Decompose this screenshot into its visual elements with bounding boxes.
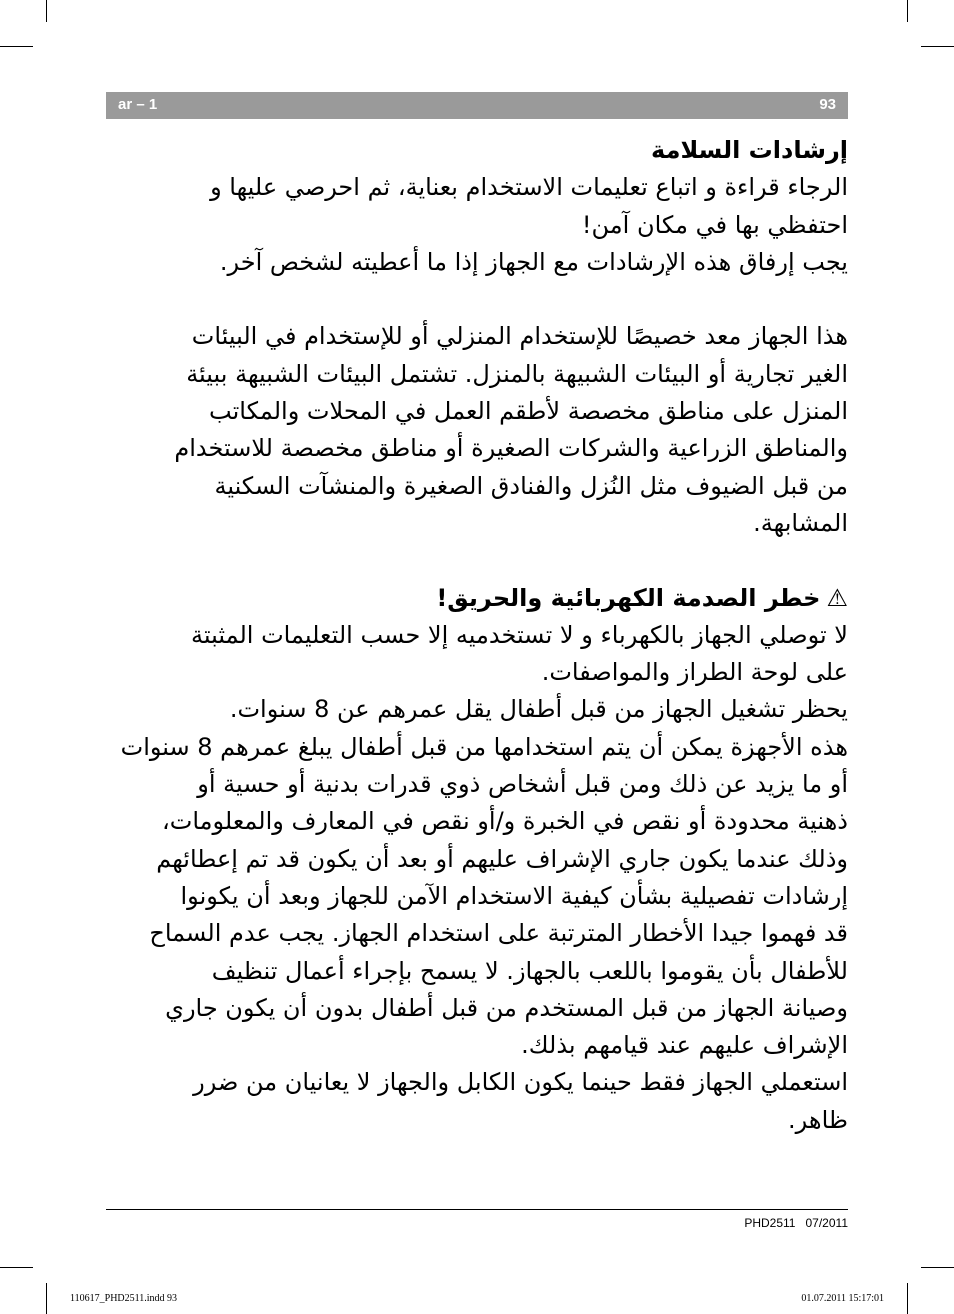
crop-mark	[907, 1283, 908, 1314]
footer-model-date	[744, 1216, 848, 1230]
body-line: احتفظي بها في مكان آمن!	[581, 210, 848, 239]
paragraph-spacer	[106, 542, 848, 579]
body-line: يحظر تشغيل الجهاز من قبل أطفال يقل عمرهم عن 8 سنوات.	[229, 695, 848, 724]
body-line: قد فهموا جيدا الأخطار المترتبة على استخدام الجهاز. يجب عدم السماح	[149, 919, 848, 948]
body-line: يجب إرفاق هذه الإرشادات مع الجهاز إذا ما أعطيته لشخص آخر.	[219, 247, 848, 276]
crop-mark	[907, 0, 908, 22]
crop-mark	[0, 46, 33, 47]
body-line: الغير تجارية أو البيئات الشبيهة بالمنزل. تشتمل البيئات الشبيهة ببيئة	[186, 359, 848, 388]
body-line: الإشراف عليهم عند قيامهم بذلك.	[521, 1031, 848, 1060]
body-line: لا توصلي الجهاز بالكهرباء و لا تستخدميه إلا حسب التعليمات المثبتة	[190, 620, 848, 649]
body-line: على لوحة الطراز والمواصفات.	[541, 658, 848, 687]
body-line: المشابهة.	[753, 508, 848, 537]
model-number: PHD2511	[744, 1216, 796, 1230]
crop-mark	[921, 46, 954, 47]
footer-rule	[106, 1209, 848, 1210]
body-line: استعملي الجهاز فقط حينما يكون الكابل والجهاز لا يعانيان من ضرر	[193, 1068, 848, 1097]
body-line: ظاهر.	[788, 1105, 848, 1134]
body-line: هذه الأجهزة يمكن أن يتم استخدامها من قبل أطفال يبلغ عمرهم 8 سنوات	[120, 732, 848, 761]
print-timestamp-slug: 01.07.2011 15:17:01	[801, 1293, 884, 1304]
body-line: والمناطق الزراعية والشركات الصغيرة أو مناطق مخصصة للاستخدام	[174, 434, 848, 463]
language-section-label: ar – 1	[118, 96, 158, 113]
footer-date: 07/2011	[805, 1216, 848, 1230]
page-header-bar	[106, 92, 848, 119]
main-content	[106, 132, 848, 1139]
warning-heading	[106, 580, 848, 617]
warning-triangle-icon: ⚠	[826, 583, 848, 612]
page-number: 93	[819, 96, 836, 113]
body-line: ذهنية محدودة أو نقص في الخبرة و/أو نقص في المعارف والمعلومات،	[162, 807, 848, 836]
crop-mark	[0, 1267, 33, 1268]
crop-mark	[46, 1283, 47, 1314]
body-line: وذلك عندما يكون جاري الإشراف عليهم أو بعد أن يكون قد تم إعطائهم	[156, 844, 848, 873]
body-line: من قبل الضيوف مثل النُزل والفنادق الصغيرة والمنشآت السكنية	[214, 471, 848, 500]
body-line: وصيانة الجهاز من قبل المستخدم من قبل أطفال بدون أن يكون جاري	[165, 993, 848, 1022]
body-line: هذا الجهاز معد خصيصًا للإستخدام المنزلي أو للإستخدام في البيئات	[191, 322, 848, 351]
crop-mark	[921, 1267, 954, 1268]
warning-heading-text: خطر الصدمة الكهربائية والحريق!	[436, 583, 821, 612]
crop-mark	[46, 0, 47, 22]
paragraph-spacer	[106, 281, 848, 318]
safety-title: إرشادات السلامة	[651, 136, 848, 164]
body-line: الرجاء قراءة و اتباع تعليمات الاستخدام بعناية، ثم احرصي عليها و	[210, 173, 848, 202]
print-file-slug: 110617_PHD2511.indd 93	[70, 1293, 178, 1304]
body-line: المنزل على مناطق مخصصة لأطقم العمل في المحلات والمكاتب	[209, 397, 848, 426]
body-line: إرشادات تفصيلية بشأن كيفية الاستخدام الآمن للجهاز وبعد أن يكونوا	[180, 881, 848, 910]
body-line: أو ما يزيد عن ذلك ومن قبل أشخاص ذوي قدرات بدنية أو حسية أو	[197, 770, 848, 799]
body-line: للأطفال بأن يقوموا باللعب بالجهاز. لا يسمح بإجراء أعمال تنظيف	[211, 956, 848, 985]
